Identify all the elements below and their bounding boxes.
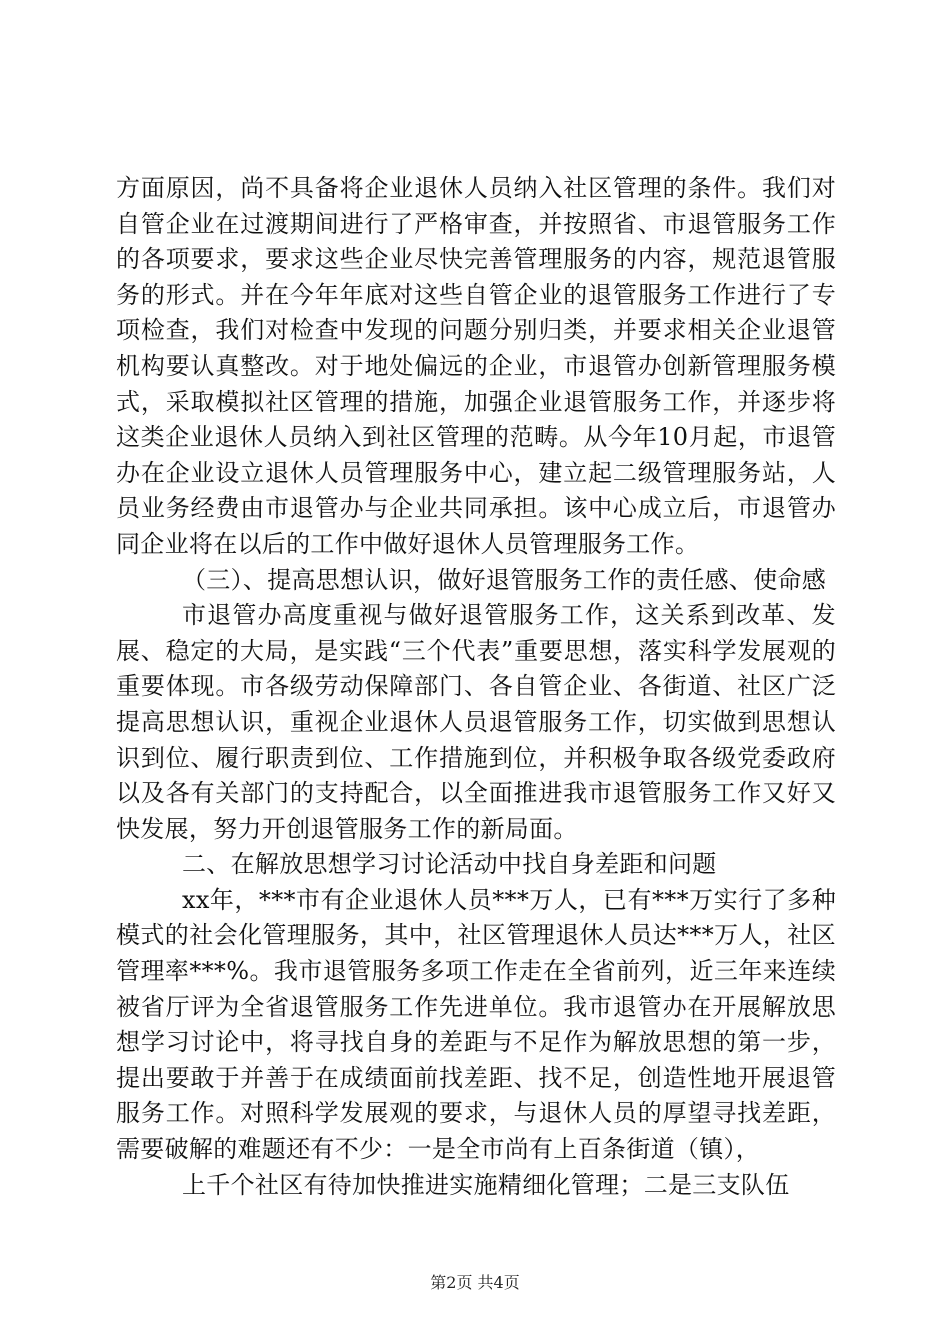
paragraph-trailing: 上千个社区有待加快推进实施精细化管理；二是三支队伍 [182, 1170, 790, 1199]
paragraph-awareness: 市退管办高度重视与做好退管服务工作，这关系到改革、发展、稳定的大局，是实践“三个代表”重要思想，落实科学发展观的重要体现。市各级劳动保障部门、各自管企业、各街道、社区广泛提高思想认识，重视企业退休人员退管服务工作，切实做到思想认识到位、履行职责到位、工作措施到位，并积极争取各级党委政府以及各有关部门的支持配合，以全面推进我市退管服务工作又好又快发展，努力开创退管服务工作的新局面。 [116, 601, 836, 843]
paragraph-continuation: 方面原因，尚不具备将企业退休人员纳入社区管理的条件。我们对自管企业在过渡期间进行了严格审查，并按照省、市退管服务工作的各项要求，要求这些企业尽快完善管理服务的内容，规范退管服务的形式。并在今年年底对这些自管企业的退管服务工作进行了专项检查，我们对检查中发现的问题分别归类，并要求相关企业退管机构要认真整改。对于地处偏远的企业，市退管办创新管理服务模式，采取模拟社区管理的措施，加强企业退管服务工作，并逐步将这类企业退休人员纳入到社区管理的范畴。从今年10月起，市退管办在企业设立退休人员管理服务中心，建立起二级管理服务站，人员业务经费由市退管办与企业共同承担。该中心成立后，市退管办同企业将在以后的工作中做好退休人员管理服务工作。 [116, 174, 836, 558]
page-number-footer: 第2页 共4页 [430, 1273, 520, 1292]
section-heading-2: 二、在解放思想学习讨论活动中找自身差距和问题 [182, 850, 717, 879]
document-body [116, 171, 836, 1203]
paragraph-statistics: xx年，***市有企业退休人员***万人，已有***万实行了多种模式的社会化管理服务，其中，社区管理退休人员达***万人，社区管理率***%。我市退管服务多项工作走在全省前列，近三年来连续被省厅评为全省退管服务工作先进单位。我市退管办在开展解放思想学习讨论中，将寻找自身的差距与不足作为解放思想的第一步，提出要敢于并善于在成绩面前找差距、找不足，创造性地开展退管服务工作。对照科学发展观的要求，与退休人员的厚望寻找差距，需要破解的难题还有不少：一是全市尚有上百条街道（镇）， [116, 885, 836, 1164]
section-heading-3: （三）、提高思想认识，做好退管服务工作的责任感、使命感 [182, 565, 827, 594]
